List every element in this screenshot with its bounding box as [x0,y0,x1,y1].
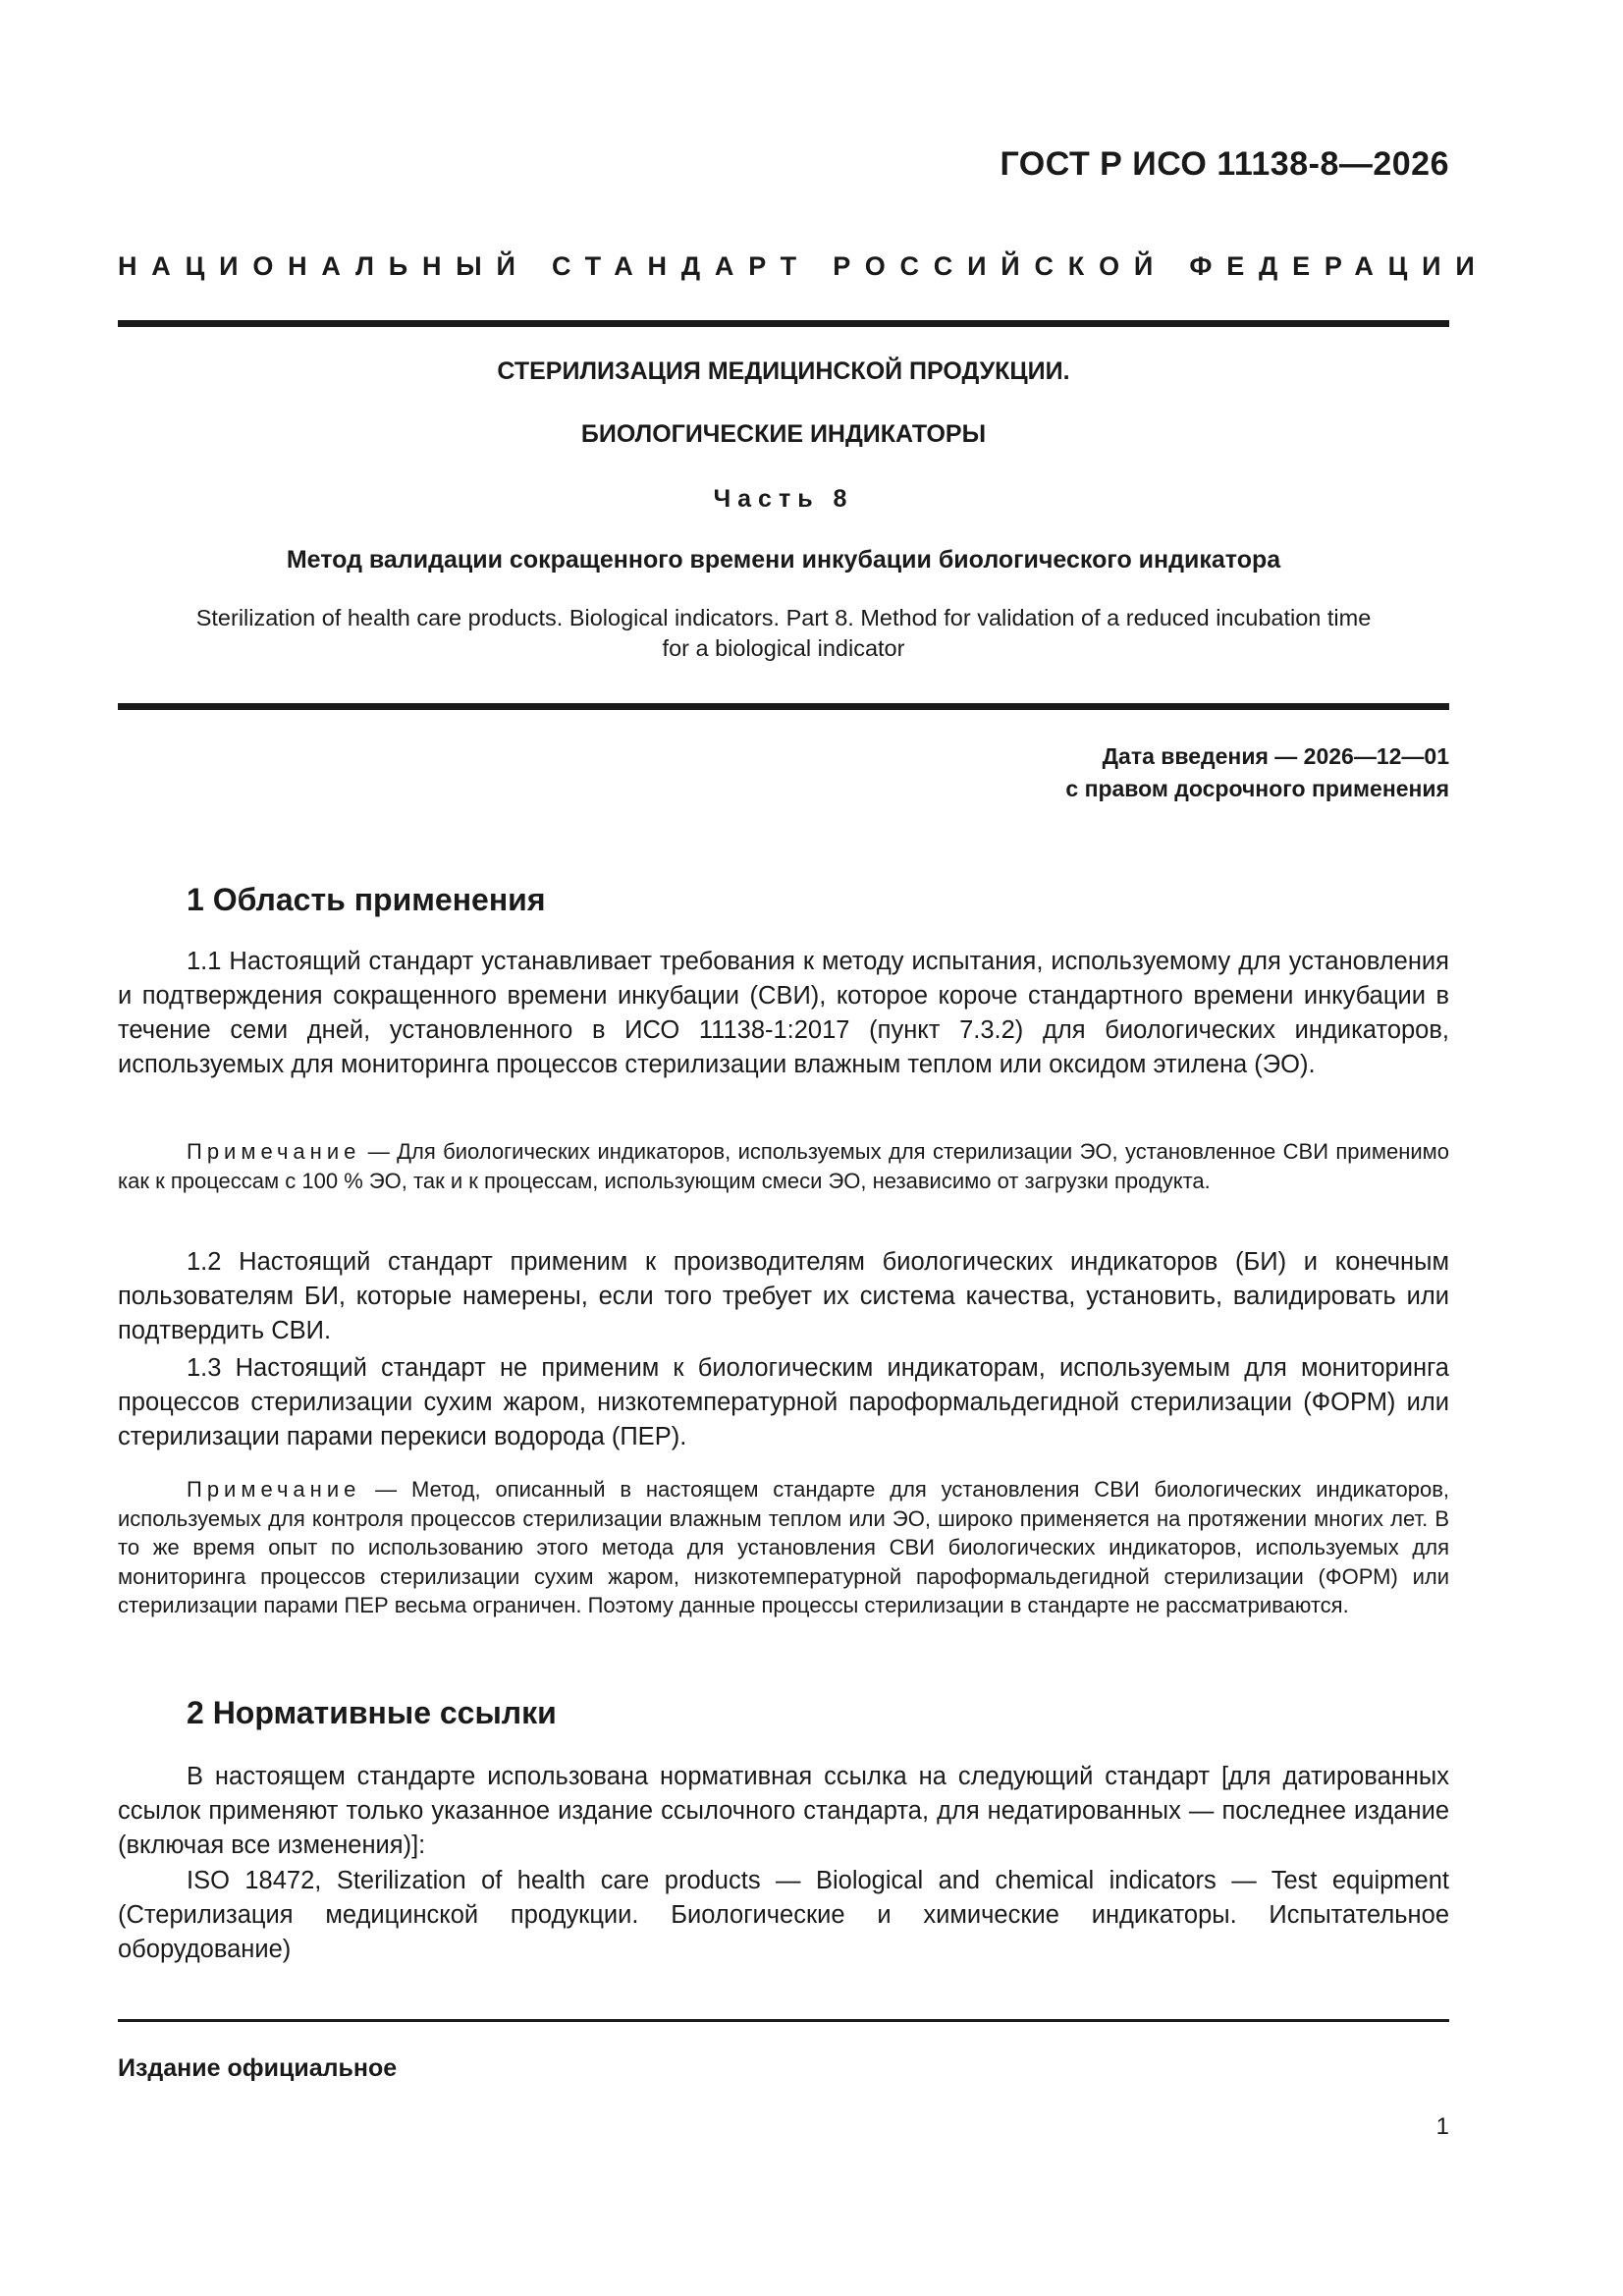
paragraph-1-3: 1.3 Настоящий стандарт не применим к биологическим индикаторам, используемым для мониторинга процессов стерилизации сухим жаром, низкотемпературной пароформальдегидной стерилизации (ФОРМ) или стерилизации парами перекиси водорода (ПЕР). [118,1354,1449,1450]
introduction-date-block [1065,740,1449,805]
english-title [118,603,1449,664]
note-1-label: Примечание [187,1139,361,1164]
note-1-text: — Для биологических индикаторов, используемых для стерилизации ЭО, установленное СВИ применимо как к процессам с 100 % ЭО, так и к процессам, использующим смеси ЭО, независимо от загрузки продукта. [118,1139,1449,1193]
note-1 [118,1137,1449,1195]
subtitle: Метод валидации сокращенного времени инкубации биологического индикатора [286,546,1281,574]
paragraph-1-1: 1.1 Настоящий стандарт устанавливает требования к методу испытания, используемому для установления и подтверждения сокращенного времени инкубации (СВИ), которое короче стандартного времени инкубации в течение семи дней, установленного в ИСО 11138-1:2017 (пункт 7.3.2) для биологических индикаторов, используемых для мониторинга процессов стерилизации влажным теплом или оксидом этилена (ЭО). [118,948,1449,1078]
paragraph-2-2: ISO 18472, Sterilization of health care products — Biological and chemical indicators — Test equipment (Стерилизация медицинской продукции. Биологические и химические индикаторы. Испытательное оборудование) [118,1867,1449,1963]
note-2 [118,1475,1449,1620]
title-line-2: БИОЛОГИЧЕСКИЕ ИНДИКАТОРЫ [580,420,987,448]
section-2-heading: 2 Нормативные ссылки [187,1695,557,1730]
page-number: 1 [1435,2113,1449,2140]
title-bottom-rule [118,703,1449,710]
note-2-label: Примечание [187,1477,361,1502]
document-page [118,0,1489,2296]
national-standard-heading: НАЦИОНАЛЬНЫЙ СТАНДАРТ РОССИЙСКОЙ ФЕДЕРАЦИИ [118,251,1489,281]
section-1-heading: 1 Область применения [187,882,546,917]
part-number: Часть 8 [713,485,854,513]
english-title-line-1: Sterilization of health care products. Biological indicators. Part 8. Method for validation of a reduced incubation time [195,605,1372,630]
title-line-1: СТЕРИЛИЗАЦИЯ МЕДИЦИНСКОЙ ПРОДУКЦИИ. [497,357,1070,385]
introduction-date: Дата введения — 2026—12—01 [1102,743,1449,769]
standard-designation: ГОСТ Р ИСО 11138-8—2026 [1000,145,1449,183]
top-thick-rule [118,320,1449,327]
early-application: с правом досрочного применения [1065,776,1449,801]
paragraph-1-2: 1.2 Настоящий стандарт применим к производителям биологических индикаторов (БИ) и конечным пользователям БИ, которые намерены, если того требует их система качества, установить, валидировать или подтвердить СВИ. [118,1248,1449,1344]
footer-rule [118,2019,1449,2022]
official-edition-label: Издание официальное [118,2054,398,2082]
note-2-text: — Метод, описанный в настоящем стандарте для установления СВИ биологических индикаторов, используемых для контроля процессов стерилизации влажным теплом или ЭО, широко применяется на протяжении многих лет. В то же время опыт по использованию этого метода для установления СВИ биологических индикаторов, используемых для мониторинга процессов стерилизации сухим жаром, низкотемпературной пароформальдегидной стерилизации (ФОРМ) или стерилизации парами ПЕР весьма ограничен. Поэтому данные процессы стерилизации в стандарте не рассматриваются. [118,1477,1449,1617]
paragraph-2-1: В настоящем стандарте использована нормативная ссылка на следующий стандарт [для датированных ссылок применяют только указанное издание ссылочного стандарта, для недатированных — последнее издание (включая все изменения)]: [118,1763,1449,1859]
english-title-line-2: for a biological indicator [662,635,905,661]
